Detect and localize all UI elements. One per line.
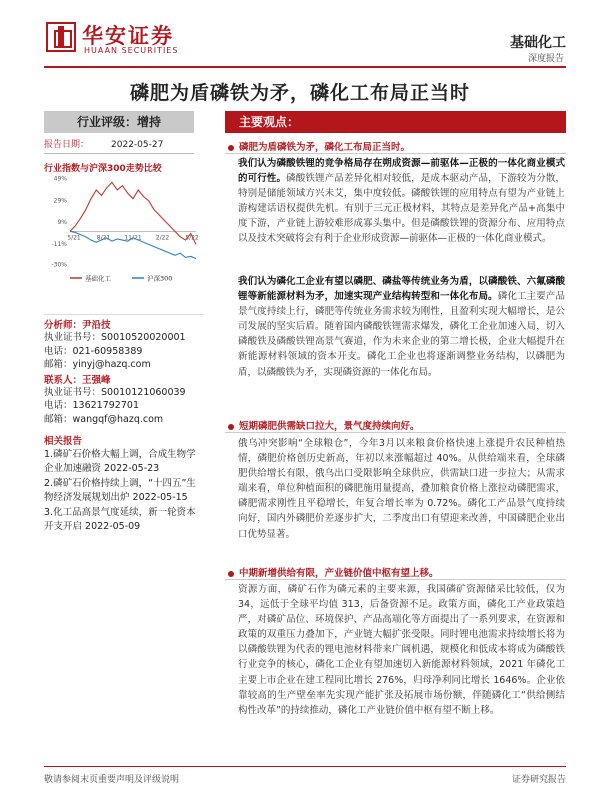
- divider: [225, 579, 566, 580]
- key-points-bar: 主要观点：: [225, 111, 566, 133]
- y-tick-label: -11%: [51, 240, 67, 248]
- analyst-name: 分析师：尹沿技: [44, 320, 111, 331]
- report-title: 磷肥为盾磷铁为矛，磷化工布局正当时: [129, 82, 470, 104]
- liaison-phone: 电话：13621792701: [44, 400, 139, 411]
- chart-title: 行业指数与沪深300走势比较: [44, 164, 162, 174]
- section-heading-2: 短期磷肥供需缺口拉大，景气度持续向好。: [228, 418, 420, 432]
- divider: [225, 153, 566, 154]
- logo-subtext: HUAAN SECURITIES: [84, 46, 179, 55]
- related-item[interactable]: 2.磷矿石价格持续上调，“十四五”生物经济发展规划出炉 2022-05-15: [44, 478, 196, 503]
- rating-bar: 行业评级：增持: [44, 111, 194, 133]
- x-tick-label: 2/22: [155, 234, 170, 242]
- related-item[interactable]: 1.磷矿石价格大幅上调，合成生物学企业加速融资 2022-05-23: [44, 449, 196, 474]
- divider: [225, 432, 566, 433]
- paragraph-1-body: 磷酸铁锂产品差异化相对较低，是成本驱动产品，下游较为分散，特别是储能领域方兴未艾，集中度较低。磷酸铁锂的应用特点有望为产业链上游构建话语权提供先机。有别于三元正极材料，其特点是差异化产品+高集中度下游，产业链上游较难形成寡头集中。但是磷酸铁锂的资源分布、应用特点以及技术突破将会有利于企业形成资源—前驱体—正极的一体化商业模式。: [238, 173, 565, 245]
- liaison-email: 邮箱：wangqf@hazq.com: [44, 413, 164, 425]
- report-date-row: [44, 137, 194, 154]
- related-item[interactable]: 3.化工品高景气度延续，新一轮资本开支开启 2022-05-09: [44, 507, 196, 532]
- paragraph-4: 资源方面，磷矿石作为磷元素的主要来源，我国磷矿资源储采比较低，仅为 34，远低于全球平均值 313，后备资源不足。政策方面，磷化工产业政策趋严，对磷矿品位、环境保护、产品高端化等方面提出了一系列要求，在资源和政策的双重压力叠加下，产业链大幅扩张受限。同时锂电池需求持续增长将为以磷酸铁锂为代表的锂电池材料带来广阔机遇，规模化和低成本将成为磷酸铁行业竞争的核心，磷化工企业有望加速切入新能源材料领域，2021 年磷化工主要上市企业在建工程同比增长 276%，归母净利同比增长 1646%。企业依靠较高的生产壁垒率先实现产能扩张及拓展市场份额，伴随磷化工“供给侧结构性改革”的持续推动，磷化工产业链价值中枢有望不断上移。: [238, 584, 565, 716]
- legend-label: 沪深300: [147, 274, 173, 283]
- header-divider: [44, 66, 566, 68]
- analyst-license: 执业证书号：S0010520020001: [44, 332, 186, 343]
- report-date: 2022-05-27: [111, 140, 164, 150]
- paragraph-2: [238, 274, 565, 380]
- paragraph-3: 俄乌冲突影响“全球粮仓”，今年3月以来粮食价格快速上涨提升农民种植热情，磷肥价格创历史新高，年初以来涨幅超过 40%。从供给端来看，全球磷肥供给增长有限，俄乌出口受限影响全球供应，供需缺口进一步拉大；从需求端来看，单位种植面积的磷肥施用量提高，叠加粮食价格上涨拉动磷肥需求，磷肥需求刚性且平稳增长，年复合增长率为 0.72%。磷化工产品景气度持续向好，国内外磷肥价差逐步扩大，二季度出口有望迎来改善，中国磷肥企业出口优势显著。: [238, 438, 565, 540]
- logo-mark: [46, 22, 76, 52]
- x-tick-label: 5/22: [185, 234, 199, 242]
- contacts-block: [44, 314, 204, 426]
- liaison-name: 联系人：王强峰: [44, 374, 111, 386]
- paragraph-2-body: 磷化工主要产品景气度持续上行，磷肥等传统业务需求较为刚性，且盈利实现大幅增长，是公司发展的坚实后盾。随着国内磷酸铁锂需求爆发，磷化工企业加速入局，切入磷酸铁及磷酸铁锂高景气赛道，作为未来企业的第二增长极，企业大幅提升在新能源材料领域的资本开支。磷化工企业也将逐渐调整业务结构，以磷肥为盾，以磷酸铁为矛，实现磷资源的一体化布局。: [238, 291, 565, 378]
- paragraph-1: [238, 156, 565, 247]
- x-tick-label: 11/21: [124, 234, 142, 242]
- y-tick-label: 9%: [57, 219, 67, 227]
- paragraph-1-lead: 我们认为磷酸铁锂的竞争格局存在朔成资源—前驱体—正极的一体化商业模式的可行性。: [238, 158, 565, 185]
- footer-disclaimer: 敬请参阅末页重要声明及评级说明: [44, 775, 180, 785]
- y-tick-label: 49%: [53, 175, 67, 183]
- x-tick-label: 8/21: [96, 234, 111, 242]
- footer-divider: [44, 766, 566, 767]
- report-type: 深度报告: [527, 54, 564, 64]
- liaison-license: 执业证书号：S0010121060039: [44, 386, 186, 398]
- paragraph-2-lead: 我们认为磷化工企业有望以磷肥、磷盐等传统业务为盾，以磷酸铁、六氟磷酸锂等新能源材料为矛，加速实现产业结构转型和一体化布局。: [238, 276, 565, 303]
- analyst-phone: 电话：021-60958389: [44, 345, 143, 357]
- related-heading: 相关报告: [44, 436, 83, 447]
- analyst-email: 邮箱：yinyj@hazq.com: [44, 359, 151, 370]
- sector-label: 基础化工: [510, 35, 566, 51]
- date-label: 报告日期：: [44, 140, 90, 150]
- x-tick-label: 5/21: [67, 234, 81, 242]
- logo-text: 华安证券: [82, 23, 174, 48]
- footer-label: 证券研究报告: [511, 775, 566, 785]
- section-heading-1: 磷肥为盾磷铁为矛，磷化工布局正当时。: [228, 139, 410, 153]
- related-list: [44, 448, 200, 535]
- y-tick-label: -30%: [51, 261, 67, 269]
- legend-label: 基础化工: [85, 274, 111, 283]
- section-heading-3: 中期新增供给有限，产业链价值中枢有望上移。: [228, 565, 439, 579]
- y-tick-label: 29%: [53, 197, 67, 205]
- index-chart: [44, 172, 204, 294]
